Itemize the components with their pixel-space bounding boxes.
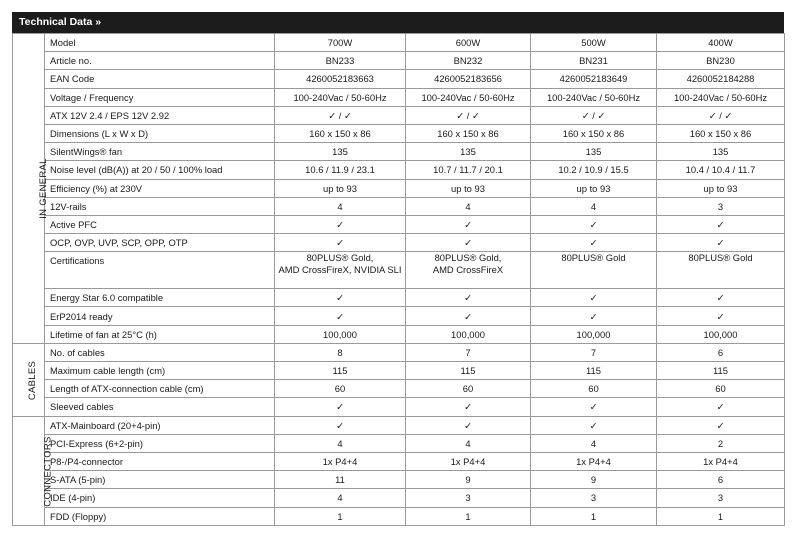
value-cell: ✓ <box>406 398 531 416</box>
cert-line-2: AMD CrossFireX <box>432 264 504 276</box>
value-cell: 135 <box>657 143 785 161</box>
cert-cell <box>531 252 657 289</box>
value-cell: 4 <box>275 434 406 452</box>
section-label-text: IN GENERAL <box>37 158 49 220</box>
value-cell: ✓ <box>275 307 406 325</box>
value-cell: 60 <box>275 380 406 398</box>
spec-table-body <box>13 34 785 526</box>
row-label: Length of ATX-connection cable (cm) <box>45 380 275 398</box>
value-cell: ✓ <box>406 416 531 434</box>
value-cell: 60 <box>406 380 531 398</box>
value-cell: 160 x 150 x 86 <box>275 124 406 142</box>
cert-line-1: 80PLUS® Gold, <box>306 252 374 264</box>
table-row-dimensions <box>13 124 785 142</box>
value-cell: ✓ <box>406 215 531 233</box>
row-label: OCP, OVP, UVP, SCP, OPP, OTP <box>45 234 275 252</box>
row-label: S-ATA (5-pin) <box>45 471 275 489</box>
row-label: 12V-rails <box>45 197 275 215</box>
value-cell: 115 <box>275 362 406 380</box>
row-label: EAN Code <box>45 70 275 88</box>
value-cell: BN231 <box>531 52 657 70</box>
value-cell: up to 93 <box>657 179 785 197</box>
row-label: Dimensions (L x W x D) <box>45 124 275 142</box>
table-row-atxlen <box>13 380 785 398</box>
table-row-ean <box>13 70 785 88</box>
value-cell: 4260052184288 <box>657 70 785 88</box>
value-cell: 1 <box>531 507 657 525</box>
row-label: Maximum cable length (cm) <box>45 362 275 380</box>
section-label-text: CONNECTORS <box>42 435 54 507</box>
section-label-connectors <box>13 416 54 525</box>
spec-table <box>12 33 785 526</box>
table-row-sata <box>13 471 785 489</box>
value-cell: 1x P4+4 <box>406 452 531 470</box>
row-label: Certifications <box>45 252 275 289</box>
value-cell: ✓ / ✓ <box>657 106 785 124</box>
page-title: Technical Data » <box>12 12 784 33</box>
value-cell: ✓ <box>275 234 406 252</box>
value-cell: 3 <box>531 489 657 507</box>
value-cell: 1x P4+4 <box>275 452 406 470</box>
section-label-general <box>13 34 49 344</box>
value-cell: up to 93 <box>275 179 406 197</box>
table-row-noise <box>13 161 785 179</box>
value-cell: 100,000 <box>657 325 785 343</box>
value-cell: 10.6 / 11.9 / 23.1 <box>275 161 406 179</box>
value-cell: 1x P4+4 <box>531 452 657 470</box>
value-cell: ✓ <box>406 289 531 307</box>
value-cell: 4 <box>406 197 531 215</box>
table-row-ide <box>13 489 785 507</box>
value-cell: 700W <box>275 34 406 52</box>
table-row-pfc <box>13 215 785 233</box>
value-cell: 115 <box>406 362 531 380</box>
value-cell: ✓ <box>275 215 406 233</box>
row-label: ErP2014 ready <box>45 307 275 325</box>
value-cell: 160 x 150 x 86 <box>531 124 657 142</box>
value-cell: 160 x 150 x 86 <box>657 124 785 142</box>
row-label: Voltage / Frequency <box>45 88 275 106</box>
value-cell: ✓ <box>275 416 406 434</box>
value-cell: 1 <box>275 507 406 525</box>
value-cell: 100-240Vac / 50-60Hz <box>406 88 531 106</box>
value-cell: 7 <box>531 343 657 361</box>
value-cell: up to 93 <box>406 179 531 197</box>
value-cell: 60 <box>531 380 657 398</box>
table-row-fan <box>13 143 785 161</box>
value-cell: ✓ <box>406 234 531 252</box>
value-cell: 115 <box>531 362 657 380</box>
value-cell: 100-240Vac / 50-60Hz <box>657 88 785 106</box>
cert-cell <box>657 252 785 289</box>
value-cell: 10.4 / 10.4 / 11.7 <box>657 161 785 179</box>
value-cell: 135 <box>406 143 531 161</box>
table-row-p8p4 <box>13 452 785 470</box>
row-label: P8-/P4-connector <box>45 452 275 470</box>
value-cell: ✓ / ✓ <box>275 106 406 124</box>
table-row-atxmb <box>13 416 785 434</box>
row-label: Lifetime of fan at 25°C (h) <box>45 325 275 343</box>
value-cell: 4 <box>531 434 657 452</box>
row-label: Active PFC <box>45 215 275 233</box>
value-cell: 2 <box>657 434 785 452</box>
value-cell: ✓ <box>406 307 531 325</box>
table-row-rails <box>13 197 785 215</box>
table-row-model <box>13 34 785 52</box>
value-cell: ✓ <box>531 289 657 307</box>
table-row-certifications <box>13 252 785 289</box>
value-cell: 60 <box>657 380 785 398</box>
section-label-cables <box>13 343 45 416</box>
value-cell: BN233 <box>275 52 406 70</box>
value-cell: up to 93 <box>531 179 657 197</box>
row-label: SilentWings® fan <box>45 143 275 161</box>
value-cell: 11 <box>275 471 406 489</box>
row-label: Article no. <box>45 52 275 70</box>
cert-line-2: AMD CrossFireX, NVIDIA SLI <box>278 264 402 276</box>
value-cell: 115 <box>657 362 785 380</box>
value-cell: ✓ <box>657 307 785 325</box>
row-label: IDE (4-pin) <box>45 489 275 507</box>
cert-line-1: 80PLUS® Gold <box>561 252 626 264</box>
value-cell: 10.2 / 10.9 / 15.5 <box>531 161 657 179</box>
row-label: No. of cables <box>45 343 275 361</box>
table-row-atx <box>13 106 785 124</box>
row-label: Energy Star 6.0 compatible <box>45 289 275 307</box>
value-cell: BN232 <box>406 52 531 70</box>
value-cell: 4 <box>275 197 406 215</box>
value-cell: ✓ <box>531 307 657 325</box>
value-cell: 1x P4+4 <box>657 452 785 470</box>
value-cell: 4260052183649 <box>531 70 657 88</box>
row-label: FDD (Floppy) <box>45 507 275 525</box>
value-cell: ✓ <box>275 289 406 307</box>
row-label: ATX-Mainboard (20+4-pin) <box>45 416 275 434</box>
value-cell: 9 <box>531 471 657 489</box>
value-cell: 9 <box>406 471 531 489</box>
row-label: Efficiency (%) at 230V <box>45 179 275 197</box>
value-cell: 6 <box>657 471 785 489</box>
value-cell: 160 x 150 x 86 <box>406 124 531 142</box>
value-cell: 4 <box>531 197 657 215</box>
table-row-erp <box>13 307 785 325</box>
table-row-efficiency <box>13 179 785 197</box>
section-label-text: CABLES <box>27 360 39 400</box>
value-cell: ✓ <box>531 234 657 252</box>
value-cell: 600W <box>406 34 531 52</box>
value-cell: 3 <box>406 489 531 507</box>
value-cell: 10.7 / 11.7 / 20.1 <box>406 161 531 179</box>
table-row-fdd <box>13 507 785 525</box>
value-cell: ✓ <box>531 215 657 233</box>
table-row-sleeved <box>13 398 785 416</box>
value-cell: 4 <box>275 489 406 507</box>
value-cell: ✓ <box>657 234 785 252</box>
row-label: PCI-Express (6+2-pin) <box>45 434 275 452</box>
value-cell: ✓ <box>275 398 406 416</box>
value-cell: ✓ / ✓ <box>531 106 657 124</box>
value-cell: 6 <box>657 343 785 361</box>
row-label: Noise level (dB(A)) at 20 / 50 / 100% load <box>45 161 275 179</box>
value-cell: BN230 <box>657 52 785 70</box>
value-cell: ✓ <box>657 289 785 307</box>
value-cell: 3 <box>657 489 785 507</box>
value-cell: 100-240Vac / 50-60Hz <box>531 88 657 106</box>
value-cell: ✓ <box>657 416 785 434</box>
table-row-article <box>13 52 785 70</box>
table-row-energystar <box>13 289 785 307</box>
value-cell: 1 <box>406 507 531 525</box>
row-label: Sleeved cables <box>45 398 275 416</box>
cert-cell <box>275 252 406 289</box>
value-cell: 500W <box>531 34 657 52</box>
value-cell: 7 <box>406 343 531 361</box>
value-cell: ✓ / ✓ <box>406 106 531 124</box>
row-label: ATX 12V 2.4 / EPS 12V 2.92 <box>45 106 275 124</box>
value-cell: 100,000 <box>531 325 657 343</box>
value-cell: 3 <box>657 197 785 215</box>
value-cell: 8 <box>275 343 406 361</box>
value-cell: 400W <box>657 34 785 52</box>
value-cell: 100,000 <box>406 325 531 343</box>
table-row-maxlen <box>13 362 785 380</box>
table-row-voltage <box>13 88 785 106</box>
value-cell: ✓ <box>657 398 785 416</box>
value-cell: 4 <box>406 434 531 452</box>
row-label: Model <box>45 34 275 52</box>
table-row-lifetime <box>13 325 785 343</box>
value-cell: 4260052183663 <box>275 70 406 88</box>
value-cell: ✓ <box>531 416 657 434</box>
value-cell: 1 <box>657 507 785 525</box>
cert-cell <box>406 252 531 289</box>
value-cell: 100,000 <box>275 325 406 343</box>
table-row-pcie <box>13 434 785 452</box>
value-cell: 4260052183656 <box>406 70 531 88</box>
table-row-ncables <box>13 343 785 361</box>
value-cell: 135 <box>275 143 406 161</box>
value-cell: ✓ <box>531 398 657 416</box>
cert-line-1: 80PLUS® Gold, <box>434 252 502 264</box>
value-cell: 100-240Vac / 50-60Hz <box>275 88 406 106</box>
value-cell: ✓ <box>657 215 785 233</box>
value-cell: 135 <box>531 143 657 161</box>
table-row-protection <box>13 234 785 252</box>
cert-line-1: 80PLUS® Gold <box>688 252 753 264</box>
